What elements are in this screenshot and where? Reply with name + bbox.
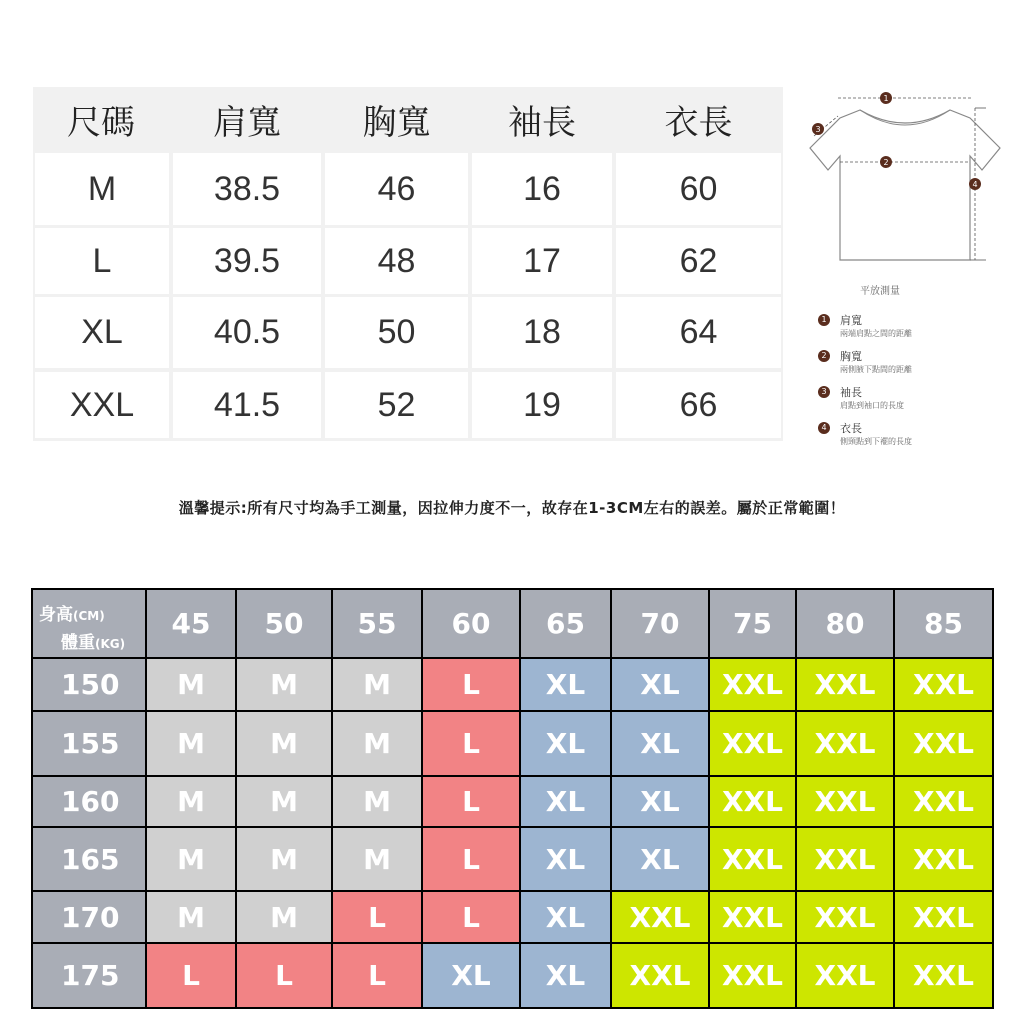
value-cell: 41.5	[173, 372, 321, 438]
weight-header-cell: 55	[333, 590, 421, 657]
measurement-table	[33, 87, 783, 441]
size-recommendation-cell: L	[237, 944, 331, 1007]
size-recommendation-cell: M	[147, 659, 235, 710]
diagram-legend	[818, 312, 1018, 456]
marker-2-label: 2	[883, 158, 889, 167]
legend-title: 肩寬	[840, 314, 862, 327]
size-cell: XL	[35, 297, 169, 368]
value-cell: 16	[472, 153, 612, 225]
size-recommendation-cell: XXL	[797, 828, 893, 890]
corner-weight-label: 體重(KG)	[61, 633, 126, 653]
weight-header-cell: 75	[710, 590, 795, 657]
size-recommendation-cell: XXL	[612, 892, 708, 942]
size-recommendation-cell: XL	[521, 944, 610, 1007]
size-recommendation-cell: L	[333, 892, 421, 942]
size-recommendation-cell: XL	[612, 659, 708, 710]
size-recommendation-cell: M	[333, 828, 421, 890]
height-row-cell: 165	[33, 828, 145, 890]
diagram-caption: 平放測量	[860, 286, 900, 297]
value-cell: 40.5	[173, 297, 321, 368]
size-recommendation-cell: XXL	[710, 892, 795, 942]
legend-item	[818, 312, 1018, 348]
size-recommendation-cell: XL	[423, 944, 519, 1007]
legend-item	[818, 384, 1018, 420]
value-cell: 60	[616, 153, 781, 225]
size-recommendation-cell: M	[333, 712, 421, 775]
header-chest-width: 胸寬	[362, 102, 431, 143]
value-cell: 64	[616, 297, 781, 368]
legend-title: 胸寬	[840, 350, 862, 363]
marker-1-label: 1	[883, 94, 889, 103]
header-size: 尺碼	[67, 102, 135, 143]
size-recommendation-cell: L	[423, 712, 519, 775]
size-recommendation-cell: XXL	[797, 944, 893, 1007]
size-recommendation-cell: M	[333, 777, 421, 826]
measurement-note: 溫馨提示:所有尺寸均為手工測量，因拉伸力度不一，故存在1-3CM左右的誤差。屬於正常範圍！	[178, 499, 846, 517]
legend-description: 兩側腋下點間的距離	[840, 365, 912, 374]
size-recommendation-cell: M	[237, 712, 331, 775]
size-cell: L	[35, 228, 169, 294]
size-recommendation-cell: XL	[521, 777, 610, 826]
weight-header-cell: 50	[237, 590, 331, 657]
size-recommendation-cell: M	[333, 659, 421, 710]
weight-header-cell: 65	[521, 590, 610, 657]
size-recommendation-cell: M	[237, 828, 331, 890]
value-cell: 50	[325, 297, 468, 368]
header-sleeve-length: 袖長	[508, 102, 576, 143]
size-recommendation-cell: XXL	[895, 944, 992, 1007]
height-row-cell: 160	[33, 777, 145, 826]
legend-description: 兩端肩點之間的距離	[840, 329, 912, 338]
size-recommendation-cell: XXL	[710, 712, 795, 775]
size-recommendation-cell: XXL	[797, 712, 893, 775]
height-row-cell: 170	[33, 892, 145, 942]
size-recommendation-cell: M	[237, 892, 331, 942]
height-row-cell: 150	[33, 659, 145, 710]
value-cell: 52	[325, 372, 468, 438]
weight-header-cell: 70	[612, 590, 708, 657]
size-recommendation-cell: XXL	[797, 659, 893, 710]
size-recommendation-cell: XXL	[797, 777, 893, 826]
tshirt-icon	[800, 88, 1010, 278]
legend-title: 袖長	[840, 386, 862, 399]
size-recommendation-cell: XXL	[710, 828, 795, 890]
size-recommendation-cell: L	[333, 944, 421, 1007]
value-cell: 18	[472, 297, 612, 368]
size-recommendation-cell: XL	[612, 712, 708, 775]
size-recommendation-cell: XXL	[895, 777, 992, 826]
weight-header-cell: 85	[895, 590, 992, 657]
value-cell: 19	[472, 372, 612, 438]
size-recommendation-cell: M	[237, 659, 331, 710]
tshirt-measurement-diagram	[800, 88, 1010, 278]
size-recommendation-grid	[31, 588, 994, 1009]
legend-description: 側頸點到下襬的長度	[840, 437, 912, 446]
size-recommendation-cell: XL	[521, 712, 610, 775]
size-recommendation-cell: XL	[521, 892, 610, 942]
weight-header-cell: 45	[147, 590, 235, 657]
size-recommendation-cell: XXL	[895, 828, 992, 890]
grid-corner	[33, 590, 145, 657]
marker-3-label: 3	[815, 125, 821, 134]
size-recommendation-cell: L	[423, 777, 519, 826]
value-cell: 46	[325, 153, 468, 225]
weight-header-cell: 80	[797, 590, 893, 657]
size-recommendation-cell: L	[423, 892, 519, 942]
size-recommendation-cell: M	[147, 777, 235, 826]
size-recommendation-cell: M	[147, 712, 235, 775]
size-recommendation-cell: XL	[612, 828, 708, 890]
size-recommendation-cell: XXL	[710, 659, 795, 710]
size-recommendation-cell: M	[147, 828, 235, 890]
size-recommendation-cell: XXL	[710, 944, 795, 1007]
legend-title: 衣長	[840, 422, 862, 435]
legend-number: 1	[818, 314, 830, 326]
size-recommendation-cell: L	[147, 944, 235, 1007]
legend-item	[818, 348, 1018, 384]
size-recommendation-cell: XXL	[895, 659, 992, 710]
size-recommendation-cell: XL	[521, 828, 610, 890]
value-cell: 66	[616, 372, 781, 438]
legend-number: 2	[818, 350, 830, 362]
size-recommendation-cell: M	[147, 892, 235, 942]
header-shoulder-width: 肩寬	[213, 102, 281, 143]
value-cell: 17	[472, 228, 612, 294]
value-cell: 48	[325, 228, 468, 294]
size-recommendation-cell: M	[237, 777, 331, 826]
size-recommendation-cell: XXL	[612, 944, 708, 1007]
header-body-length: 衣長	[664, 102, 733, 143]
size-recommendation-cell: XL	[521, 659, 610, 710]
size-recommendation-cell: L	[423, 828, 519, 890]
legend-number: 3	[818, 386, 830, 398]
size-recommendation-cell: XXL	[895, 892, 992, 942]
value-cell: 62	[616, 228, 781, 294]
size-recommendation-cell: XXL	[710, 777, 795, 826]
size-cell: XXL	[35, 372, 169, 438]
value-cell: 39.5	[173, 228, 321, 294]
height-row-cell: 155	[33, 712, 145, 775]
weight-header-cell: 60	[423, 590, 519, 657]
corner-height-label: 身高(CM)	[39, 605, 105, 625]
value-cell: 38.5	[173, 153, 321, 225]
legend-description: 肩點到袖口的長度	[840, 401, 904, 410]
size-recommendation-cell: XXL	[895, 712, 992, 775]
size-recommendation-cell: L	[423, 659, 519, 710]
marker-4-label: 4	[972, 180, 978, 189]
size-recommendation-cell: XL	[612, 777, 708, 826]
size-cell: M	[35, 153, 169, 225]
size-recommendation-cell: XXL	[797, 892, 893, 942]
height-row-cell: 175	[33, 944, 145, 1007]
legend-number: 4	[818, 422, 830, 434]
legend-item	[818, 420, 1018, 456]
